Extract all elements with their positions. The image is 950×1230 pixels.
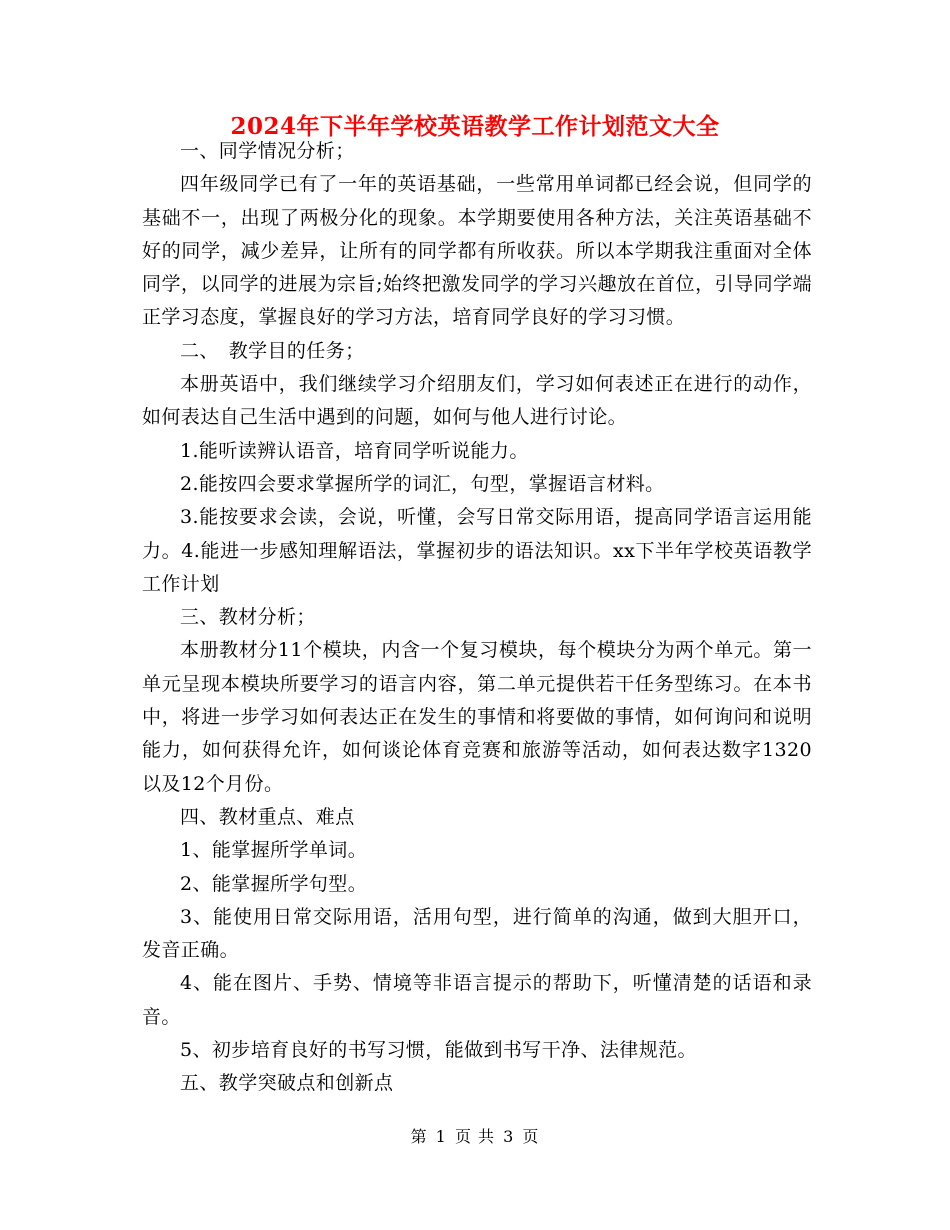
document-title: 2024年下半年学校英语教学工作计划范文大全 (230, 113, 720, 140)
current-page-number: 1 (435, 1127, 447, 1146)
section-heading-4: 四、教材重点、难点 (180, 805, 355, 828)
list-item: 1、能掌握所学单词。 (180, 839, 368, 862)
footer-prefix: 第 (410, 1127, 428, 1146)
list-item: 5、初步培育良好的书写习惯，能做到书写干净、法律规范。 (180, 1039, 697, 1062)
list-item: 2、能掌握所学句型。 (180, 872, 368, 895)
footer-mid: 页 共 (454, 1127, 496, 1146)
section-heading-3: 三、教材分析； (180, 606, 316, 629)
section-heading-5: 五、教学突破点和创新点 (180, 1072, 394, 1095)
footer-suffix: 页 (522, 1127, 540, 1146)
paragraph: 本册教材分11个模块，内含一个复习模块，每个模块分为两个单元。第一单元呈现本模块所要学习的语言内容，第二单元提供若干任务型练习。在本书中，将进一步学习如何表达正在发生的事情和将要做的事情，如何询问和说明能力，如何获得允许，如何谈论体育竞赛和旅游等活动，如何表达数字1320以及12个月份。 (142, 639, 812, 795)
list-item: 1.能听读辨认语音，培育同学听说能力。 (180, 439, 529, 462)
page-footer (0, 1127, 950, 1147)
section-heading-2: 二、 教学目的任务； (180, 339, 365, 362)
list-item: 4、能在图片、手势、情境等非语言提示的帮助下，听懂清楚的话语和录音。 (142, 972, 812, 1028)
total-page-count: 3 (503, 1127, 515, 1146)
paragraph: 本册英语中，我们继续学习介绍朋友们，学习如何表述正在进行的动作，如何表达自己生活中遇到的问题，如何与他人进行讨论。 (142, 373, 812, 429)
document-body (142, 135, 812, 1101)
section-heading-1: 一、同学情况分析； (180, 140, 355, 162)
list-item: 2.能按四会要求掌握所学的词汇，句型，掌握语言材料。 (180, 472, 665, 495)
list-item: 3、能使用日常交际用语，活用句型，进行简单的沟通，做到大胆开口，发音正确。 (142, 905, 812, 962)
paragraph: 四年级同学已有了一年的英语基础，一些常用单词都已经会说，但同学的基础不一，出现了两极分化的现象。本学期要使用各种方法，关注英语基础不好的同学，减少差异，让所有的同学都有所收获。所以本学期我注重面对全体同学，以同学的进展为宗旨;始终把激发同学的学习兴趣放在首位，引导同学端正学习态度，掌握良好的学习方法，培育同学良好的学习习惯。 (142, 173, 812, 329)
list-item: 3.能按要求会读，会说，听懂，会写日常交际用语，提高同学语言运用能力。4.能进一步感知理解语法，掌握初步的语法知识。xx下半年学校英语教学工作计划 (142, 506, 812, 595)
